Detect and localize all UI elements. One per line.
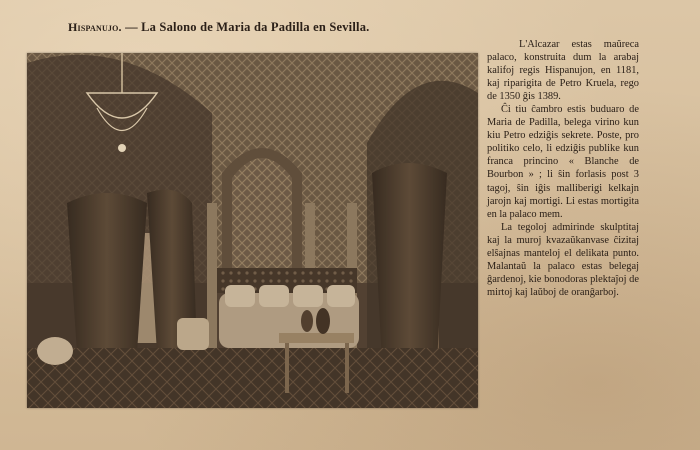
header-title: La Salono de Maria da Padilla en Sevilla. xyxy=(141,20,370,34)
header-separator: — xyxy=(121,20,142,34)
postcard-header xyxy=(68,20,468,35)
article-text xyxy=(487,38,639,299)
photo-illustration xyxy=(27,53,478,408)
interior-photograph xyxy=(27,53,478,408)
header-brand: Hispanujo. xyxy=(68,20,122,34)
paragraph-decoration: La tegoloj admirinde skulptitaj kaj la muroj kvazaŭkanvase ĉizitaj elŝajnas manteloj el delikata punto. Malantaŭ la palaco estas belegaj ĝardenoj, kie bonodoras plektaĵoj de mirtoj kaj laŭboj de oranĝarboj. xyxy=(487,221,639,298)
paragraph-boudoir: Ĉi tiu ĉambro estis buduaro de Maria de Padilla, belega virino kun kiu Petro edziĝis sekrete. Poste, pro politiko celo, li edziĝis publike kun franca princino « Blanche de Bourbon » ; li ŝin forlasis post 3 tagoj, ŝin iĝis malliberigi kelkajn jarojn kaj mortigi. Li estas mortigita en la palaco mem. xyxy=(487,104,639,220)
paragraph-history: L'Alcazar estas maŭreca palaco, konstruita dum la arabaj kalifoj regis Hispanujon, en 1181, kaj riparigita de Petro Kruela, rego de 1350 ĝis 1389. xyxy=(487,39,639,103)
